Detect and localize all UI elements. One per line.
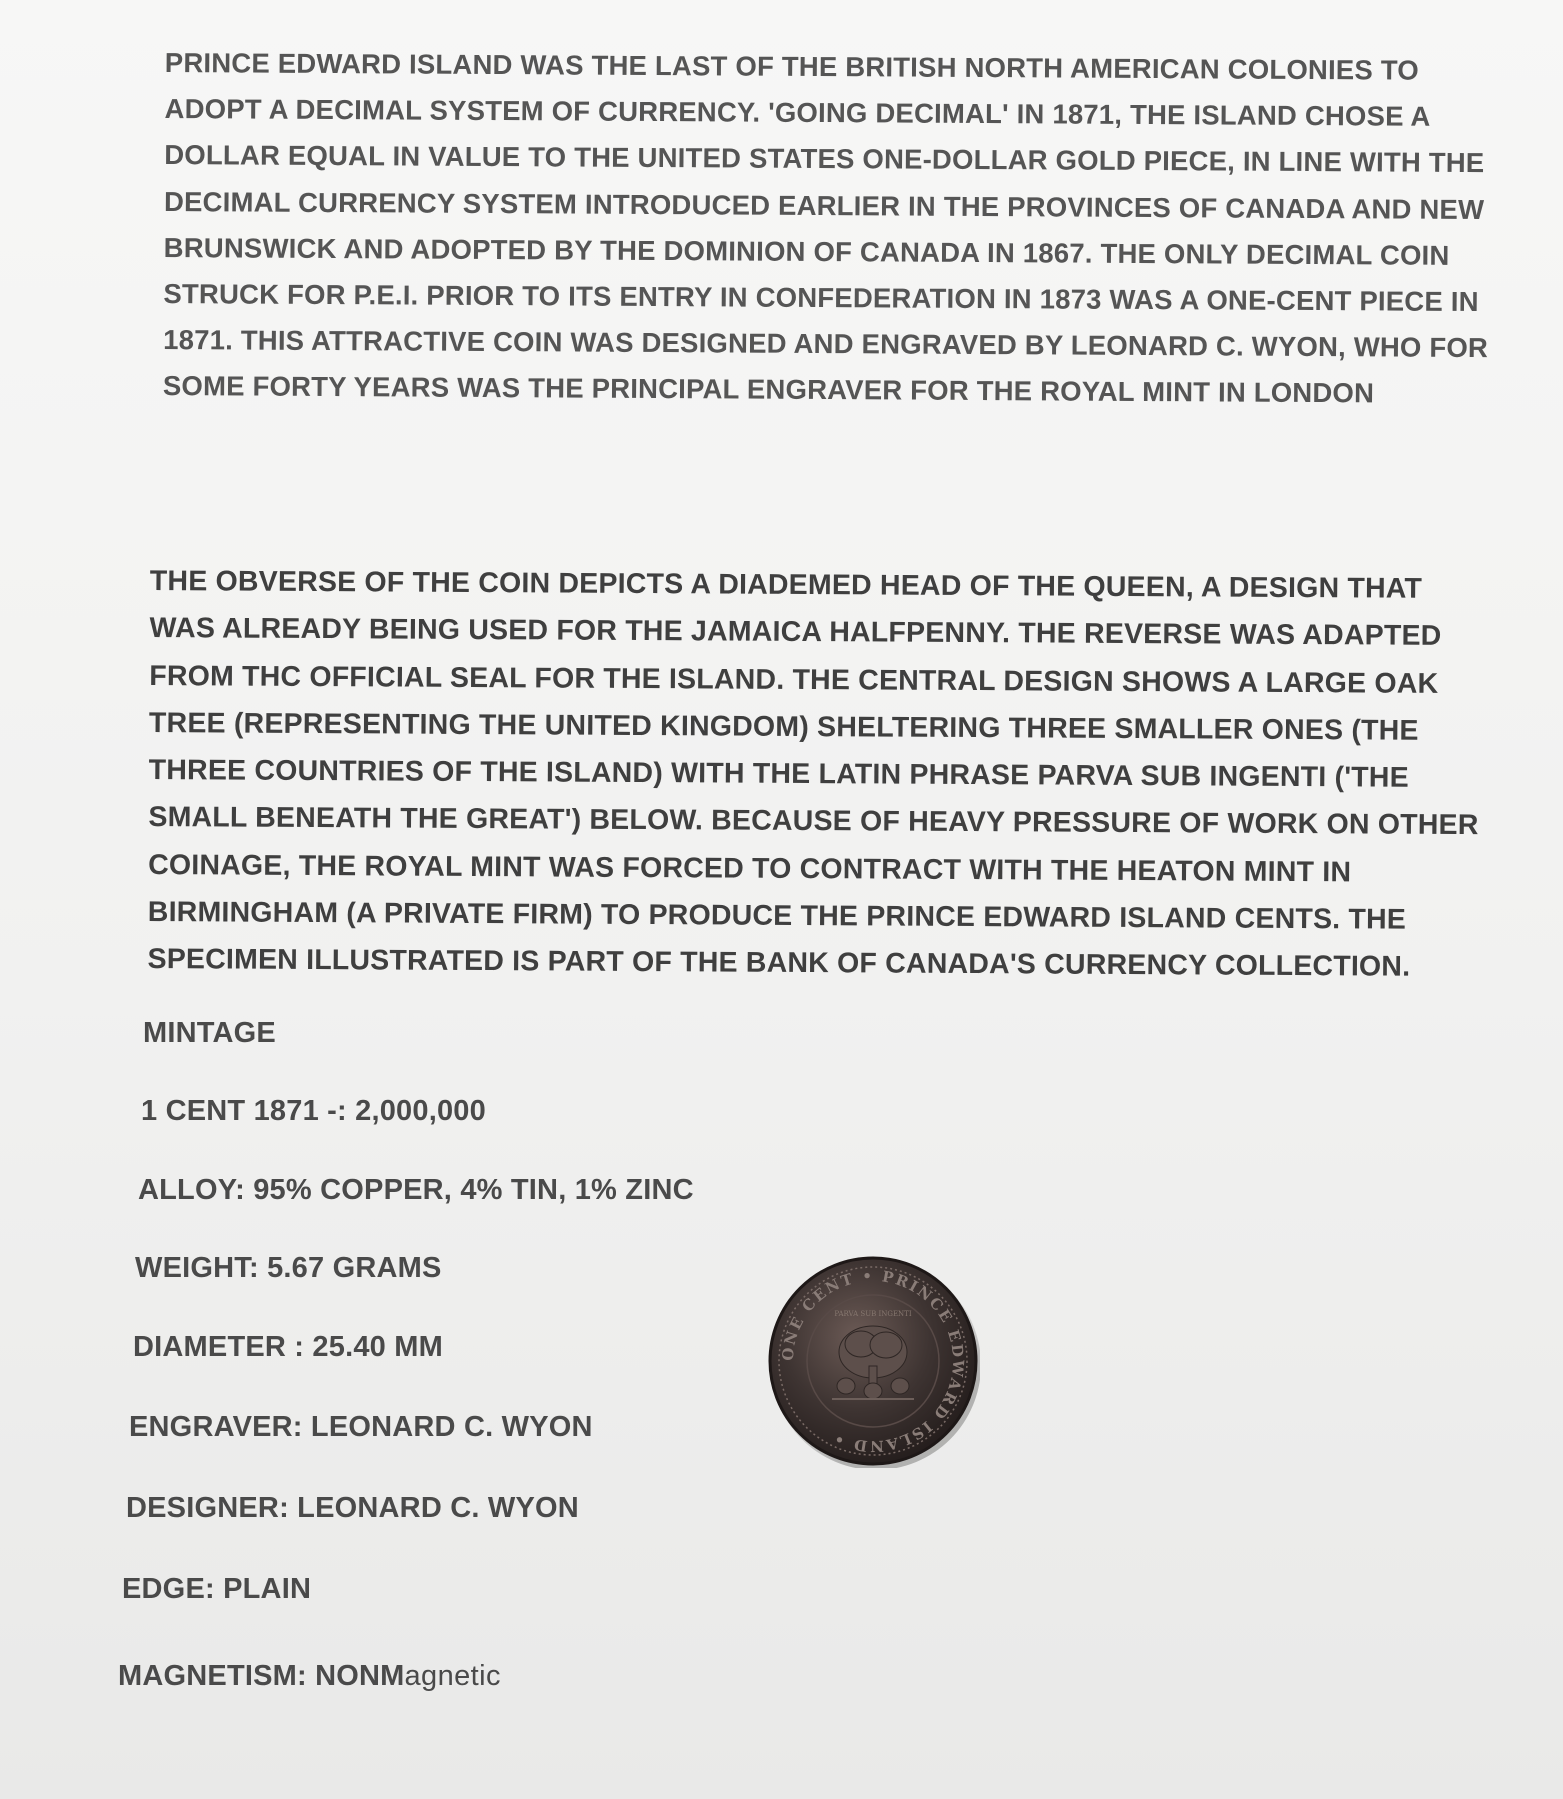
magnetism-suffix: agnetic: [404, 1660, 501, 1692]
engraver-spec: ENGRAVER: LEONARD C. WYON: [129, 1411, 593, 1443]
edge-spec: EDGE: PLAIN: [122, 1573, 312, 1605]
one-cent-coin-image: [766, 1254, 980, 1468]
coin-legend-text: ONE CENT • PRINCE EDWARD ISLAND •: [778, 1266, 968, 1456]
designer-spec: DESIGNER: LEONARD C. WYON: [126, 1492, 579, 1524]
weight-spec: WEIGHT: 5.67 GRAMS: [135, 1252, 442, 1284]
alloy-spec: ALLOY: 95% COPPER, 4% TIN, 1% ZINC: [138, 1174, 694, 1206]
design-paragraph: THE OBVERSE OF THE COIN DEPICTS A DIADEMED HEAD OF THE QUEEN, A DESIGN THAT WAS ALREADY BEING USED FOR THE JAMAICA HALFPENNY. THE REVERSE WAS ADAPTED FROM THC OFFICIAL SEAL FOR THE ISLAND. THE CENTRAL DESIGN SHOWS A LARGE OAK TREE (REPRESENTING THE UNITED KINGDOM) SHELTERING THREE SMALLER ONES (THE THREE COUNTRIES OF THE ISLAND) WITH THE LATIN PHRASE PARVA SUB INGENTI ('THE SMALL BENEATH THE GREAT') BELOW. BECAUSE OF HEAVY PRESSURE OF WORK ON OTHER COINAGE, THE ROYAL MINT WAS FORCED TO CONTRACT WITH THE HEATON MINT IN BIRMINGHAM (A PRIVATE FIRM) TO PRODUCE THE PRINCE EDWARD ISLAND CENTS. THE SPECIMEN ILLUSTRATED IS PART OF THE BANK OF CANADA'S CURRENCY COLLECTION.: [147, 564, 1479, 984]
mintage-heading: MINTAGE: [143, 1017, 276, 1049]
intro-paragraph: PRINCE EDWARD ISLAND WAS THE LAST OF THE BRITISH NORTH AMERICAN COLONIES TO ADOPT A DECIMAL SYSTEM OF CURRENCY. 'GOING DECIMAL' IN 1871, THE ISLAND CHOSE A DOLLAR EQUAL IN VALUE TO THE UNITED STATES ONE-DOLLAR GOLD PIECE, IN LINE WITH THE DECIMAL CURRENCY SYSTEM INTRODUCED EARLIER IN THE PROVINCES OF CANADA AND NEW BRUNSWICK AND ADOPTED BY THE DOMINION OF CANADA IN 1867. THE ONLY DECIMAL COIN STRUCK FOR P.E.I. PRIOR TO ITS ENTRY IN CONFEDERATION IN 1873 WAS A ONE-CENT PIECE IN 1871. THIS ATTRACTIVE COIN WAS DESIGNED AND ENGRAVED BY LEONARD C. WYON, WHO FOR SOME FORTY YEARS WAS THE PRINCIPAL ENGRAVER FOR THE ROYAL MINT IN LONDON: [162, 46, 1489, 409]
diameter-spec: DIAMETER : 25.40 MM: [133, 1331, 443, 1363]
mintage-value: 1 CENT 1871 -: 2,000,000: [141, 1095, 486, 1127]
coin-motto: PARVA SUB INGENTI: [834, 1310, 912, 1318]
magnetism-spec: [118, 1660, 501, 1693]
magnetism-prefix: MAGNETISM: NONM: [118, 1660, 405, 1692]
